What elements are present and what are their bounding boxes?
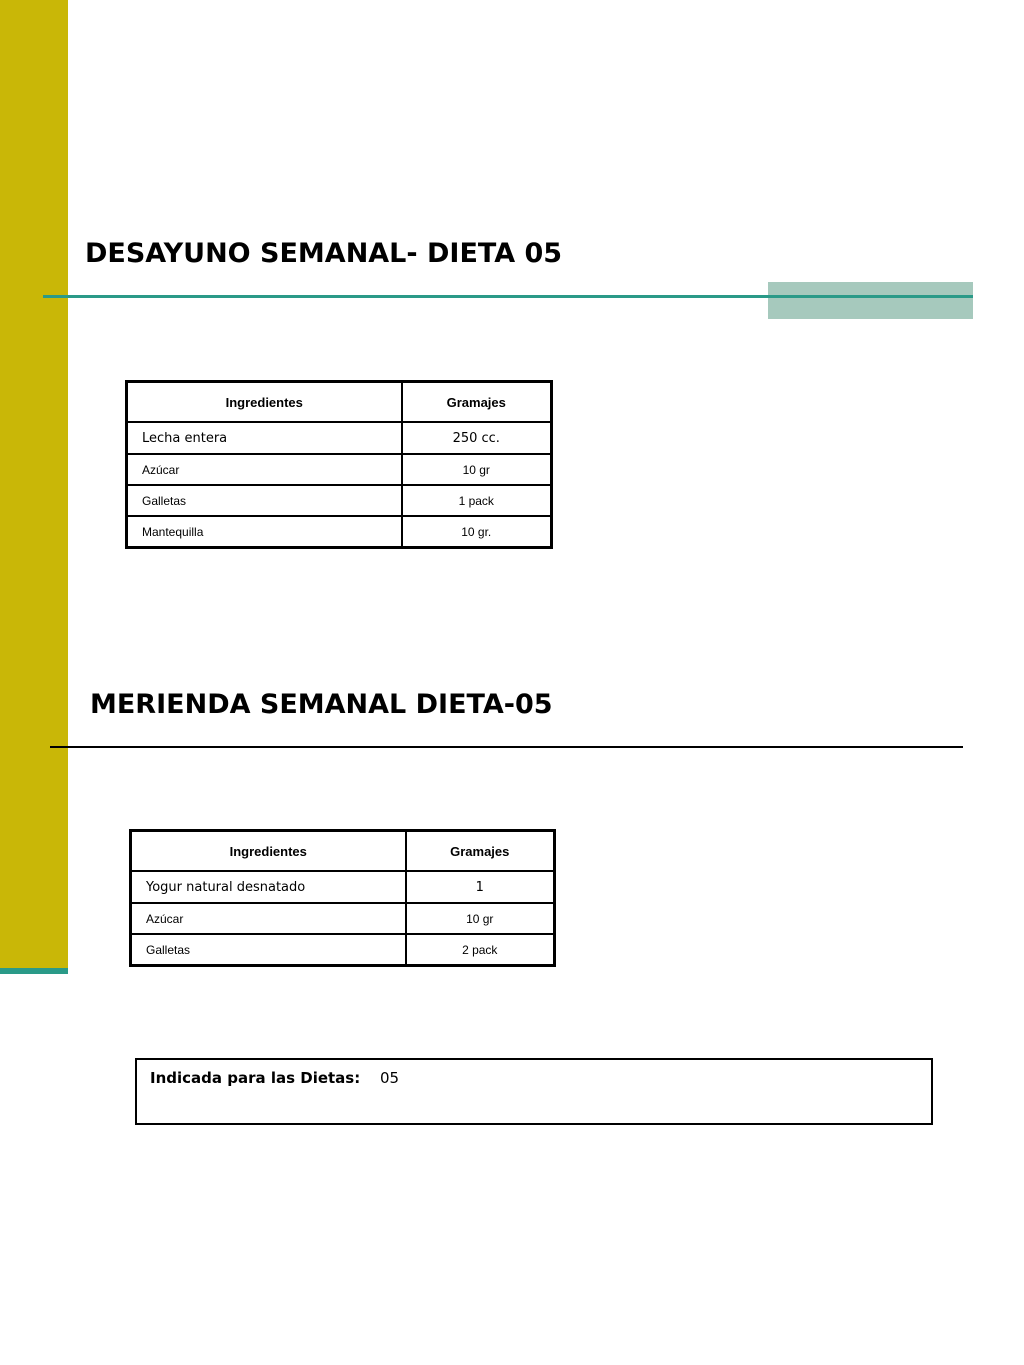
table-row (131, 903, 555, 934)
sidebar-stripe (0, 0, 68, 968)
table-row (127, 454, 552, 485)
desayuno-title: DESAYUNO SEMANAL- DIETA 05 (85, 238, 563, 269)
diet-note-label: Indicada para las Dietas: (150, 1069, 361, 1087)
amount-cell: 1 pack (402, 485, 552, 516)
header-gramajes: Gramajes (406, 831, 555, 872)
merienda-title: MERIENDA SEMANAL DIETA-05 (90, 689, 553, 720)
header-ingredientes: Ingredientes (127, 382, 402, 423)
table-row (131, 934, 555, 966)
table-row (127, 516, 552, 548)
table-row (131, 871, 555, 903)
ingredient-cell: Azúcar (127, 454, 402, 485)
amount-cell: 10 gr (402, 454, 552, 485)
table-row (127, 485, 552, 516)
amount-cell: 1 (406, 871, 555, 903)
amount-cell: 10 gr (406, 903, 555, 934)
section-divider (50, 746, 963, 748)
desayuno-table (125, 380, 553, 549)
ingredient-cell: Mantequilla (127, 516, 402, 548)
title-underline (43, 295, 973, 298)
table-header-row (127, 382, 552, 423)
ingredient-cell: Yogur natural desnatado (131, 871, 406, 903)
header-ingredientes: Ingredientes (131, 831, 406, 872)
ingredient-cell: Azúcar (131, 903, 406, 934)
accent-block (768, 282, 973, 319)
sidebar-stripe-foot (0, 968, 68, 974)
amount-cell: 250 cc. (402, 422, 552, 454)
table-row (127, 422, 552, 454)
ingredient-cell: Galletas (127, 485, 402, 516)
ingredient-cell: Galletas (131, 934, 406, 966)
diet-note-value: 05 (380, 1069, 400, 1087)
table-header-row (131, 831, 555, 872)
amount-cell: 10 gr. (402, 516, 552, 548)
merienda-table (129, 829, 556, 967)
header-gramajes: Gramajes (402, 382, 552, 423)
ingredient-cell: Lecha entera (127, 422, 402, 454)
diet-note-box (135, 1058, 933, 1125)
amount-cell: 2 pack (406, 934, 555, 966)
